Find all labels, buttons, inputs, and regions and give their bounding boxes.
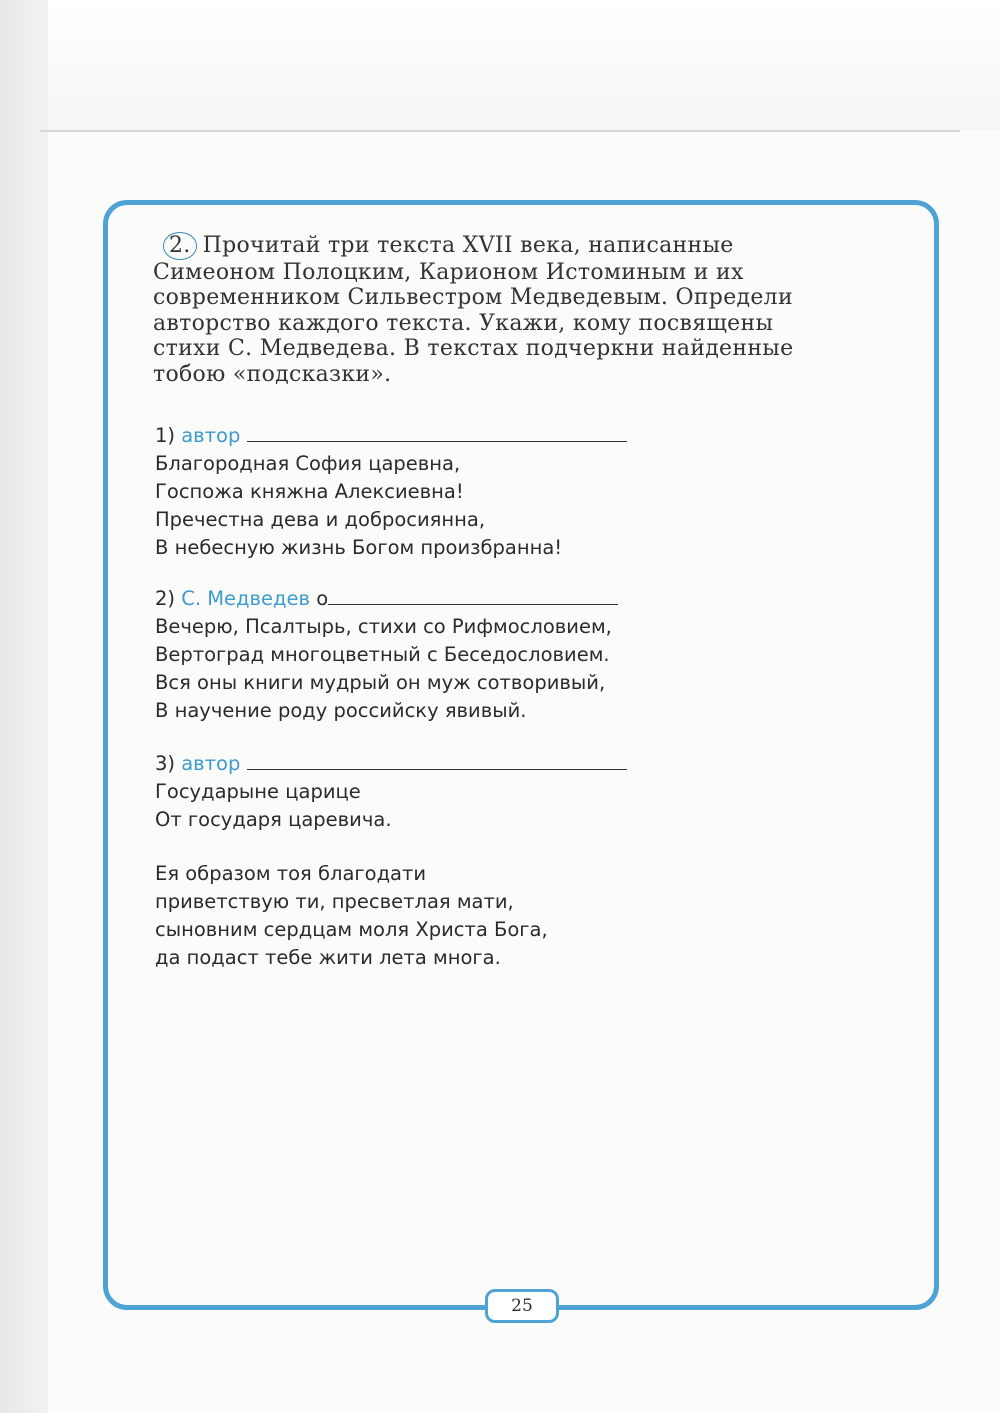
poem-line: Ея образом тоя благодати bbox=[155, 862, 427, 885]
task-line: тобою «подсказки». bbox=[153, 361, 392, 387]
poem-line: да подаст тебе жити лета многа. bbox=[155, 946, 501, 969]
poem-line: Вся оны книги мудрый он муж сотворивый, bbox=[155, 671, 606, 694]
poem-line: Государыне царице bbox=[155, 780, 361, 803]
text-3 bbox=[155, 750, 627, 972]
answer-row-1 bbox=[155, 422, 627, 450]
task-line: Прочитай три текста XVII века, написанные bbox=[202, 233, 734, 258]
dedication-prefix: о bbox=[316, 587, 329, 610]
page-fold bbox=[40, 130, 960, 132]
answer-row-3 bbox=[155, 750, 627, 778]
poem-line: Госпожа княжна Алексиевна! bbox=[155, 480, 464, 503]
task-line: авторство каждого текста. Укажи, кому посвящены bbox=[153, 310, 774, 336]
task-line: стихи С. Медведева. В текстах подчеркни найденные bbox=[153, 336, 794, 362]
poem-line: Вечерю, Псалтырь, стихи со Рифмословием, bbox=[155, 615, 612, 638]
poem-line: сыновним сердцам моля Христа Бога, bbox=[155, 918, 548, 941]
task-line: современником Сильвестром Медведевым. Определи bbox=[153, 285, 793, 311]
poem-line: От государя царевича. bbox=[155, 808, 392, 831]
task-line: Симеоном Полоцким, Карионом Истоминым и их bbox=[153, 259, 744, 285]
author-label: автор bbox=[181, 424, 241, 447]
author-label: автор bbox=[181, 752, 241, 775]
section-number: 2) bbox=[155, 587, 176, 610]
poem-line: Благородная София царевна, bbox=[155, 452, 461, 475]
page-number: 25 bbox=[485, 1289, 559, 1323]
answer-row-2 bbox=[155, 585, 618, 613]
task-instructions bbox=[153, 232, 883, 388]
poem-line: Пречестна дева и добросиянна, bbox=[155, 508, 486, 531]
section-number: 3) bbox=[155, 752, 176, 775]
answer-blank[interactable] bbox=[328, 603, 618, 605]
author-label: С. Медведев bbox=[181, 587, 310, 610]
poem-line: В небесную жизнь Богом произбранна! bbox=[155, 536, 563, 559]
poem-line: приветствую ти, пресветлая мати, bbox=[155, 890, 514, 913]
page-top-shade bbox=[0, 0, 1000, 130]
binding-strip bbox=[0, 0, 48, 1413]
text-1 bbox=[155, 422, 627, 562]
text-2 bbox=[155, 585, 618, 725]
answer-blank[interactable] bbox=[247, 440, 627, 442]
poem-line: В научение роду российску явивый. bbox=[155, 699, 527, 722]
answer-blank[interactable] bbox=[247, 768, 627, 770]
section-number: 1) bbox=[155, 424, 176, 447]
task-number: 2. bbox=[163, 232, 197, 260]
poem-line: Вертоград многоцветный с Беседословием. bbox=[155, 643, 610, 666]
